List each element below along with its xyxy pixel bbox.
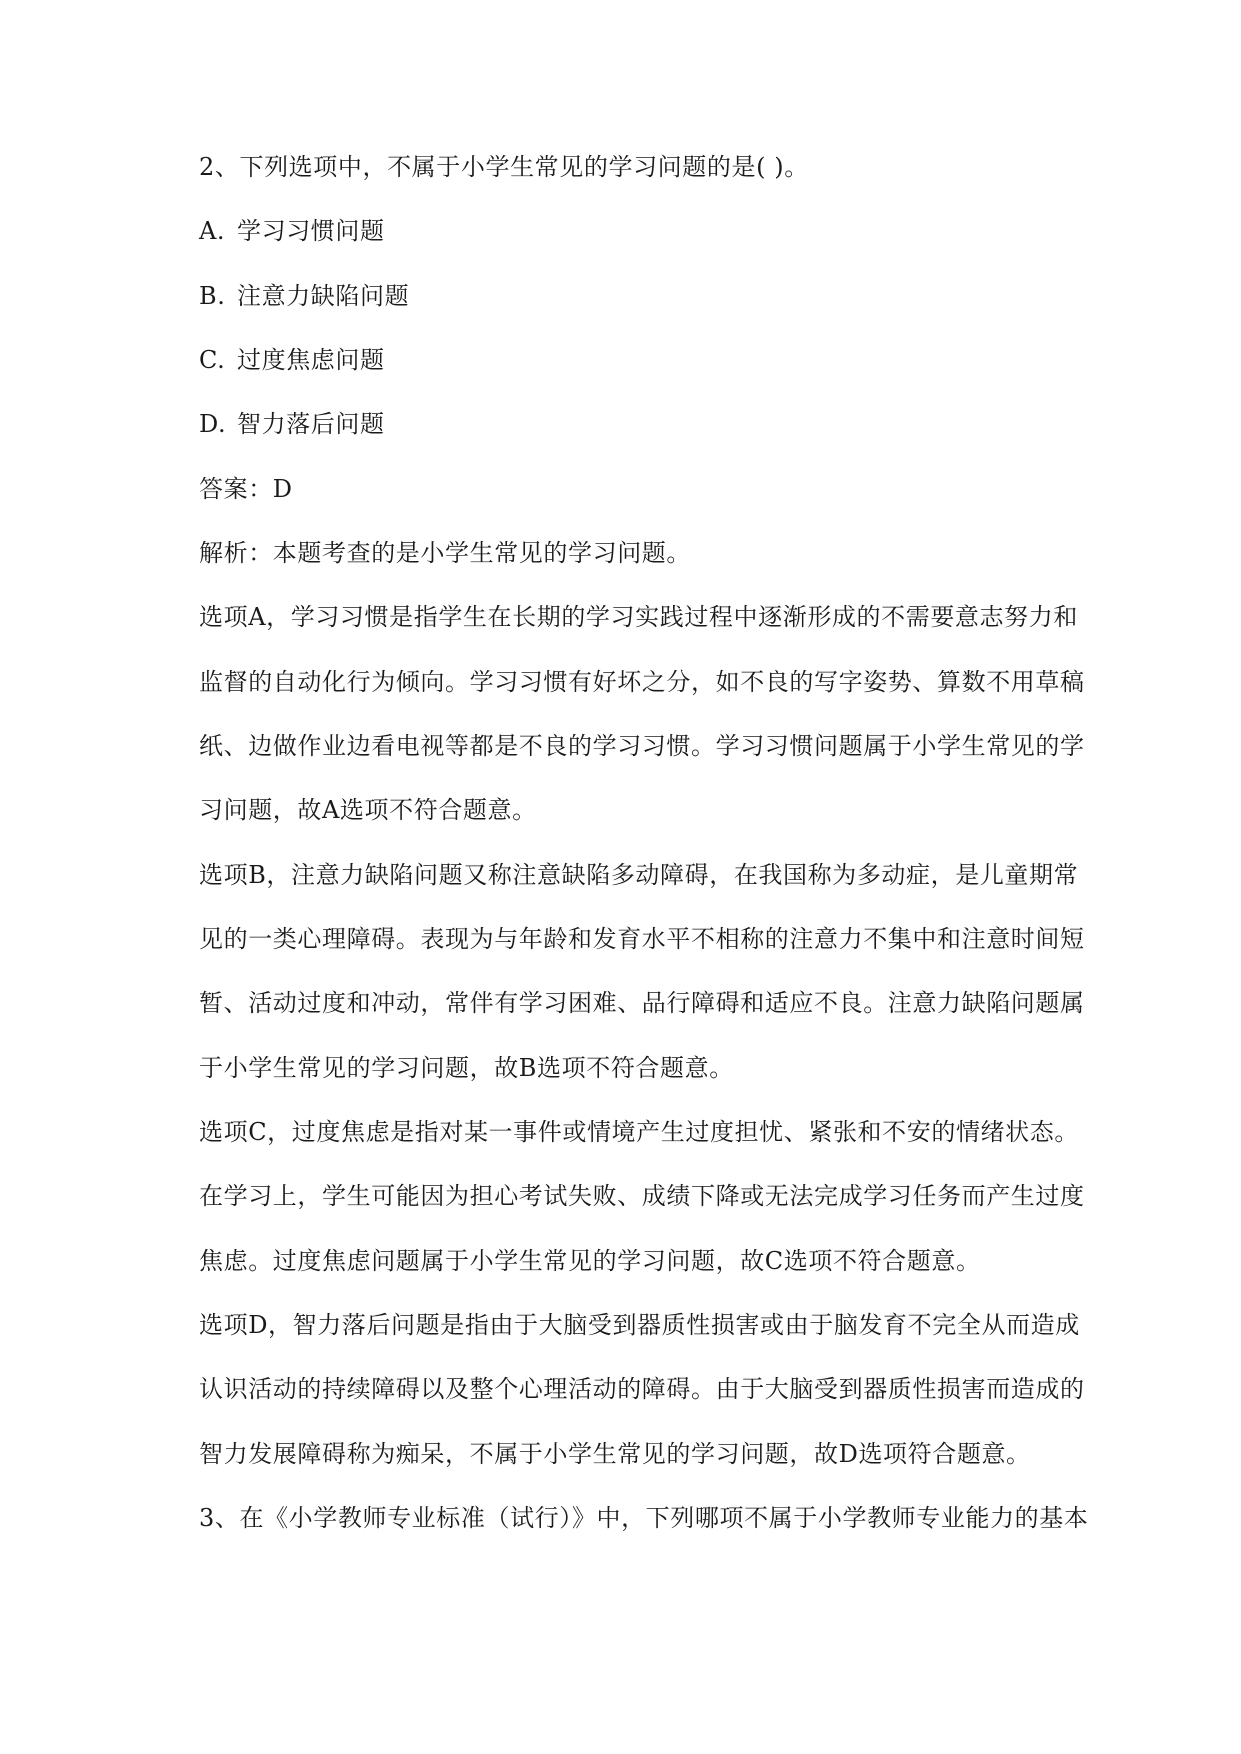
option-b [199, 281, 409, 311]
option-c [199, 345, 385, 375]
analysis-d-line: 智力发展障碍称为痴呆，不属于小学生常见的学习问题，故D选项符合题意。 [199, 1440, 1031, 1468]
analysis-b-line: 见的一类心理障碍。表现为与年龄和发育水平不相称的注意力不集中和注意时间短 [199, 925, 1085, 953]
option-text: 注意力缺陷问题 [237, 282, 410, 310]
question-2-stem: 2、下列选项中，不属于小学生常见的学习问题的是( )。 [199, 153, 809, 181]
analysis-a-line: 监督的自动化行为倾向。学习习惯有好坏之分，如不良的写字姿势、算数不用草稿 [199, 668, 1085, 696]
option-a [199, 216, 385, 246]
analysis-c-line: 在学习上，学生可能因为担心考试失败、成绩下降或无法完成学习任务而产生过度 [199, 1182, 1085, 1210]
analysis-a-line: 选项A，学习习惯是指学生在长期的学习实践过程中逐渐形成的不需要意志努力和 [199, 603, 1078, 631]
option-d [199, 409, 385, 439]
option-text: 过度焦虑问题 [237, 346, 385, 374]
option-letter: B. [199, 282, 226, 310]
option-letter: D. [199, 410, 227, 438]
analysis-d-line: 选项D，智力落后问题是指由于大脑受到器质性损害或由于脑发育不完全从而造成 [199, 1311, 1080, 1339]
analysis-b-line: 于小学生常见的学习问题，故B选项不符合题意。 [199, 1054, 734, 1082]
answer-line: 答案：D [199, 475, 293, 503]
option-letter: C. [199, 346, 226, 374]
option-letter: A. [199, 217, 226, 245]
option-text: 学习习惯问题 [237, 217, 385, 245]
option-text: 智力落后问题 [237, 410, 385, 438]
analysis-b-line: 选项B，注意力缺陷问题又称注意缺陷多动障碍，在我国称为多动症，是儿童期常 [199, 861, 1079, 889]
analysis-b-line: 暂、活动过度和冲动，常伴有学习困难、品行障碍和适应不良。注意力缺陷问题属 [199, 989, 1085, 1017]
analysis-d-line: 认识活动的持续障碍以及整个心理活动的障碍。由于大脑受到器质性损害而造成的 [199, 1375, 1085, 1403]
analysis-c-line: 选项C，过度焦虑是指对某一事件或情境产生过度担忧、紧张和不安的情绪状态。 [199, 1118, 1079, 1146]
analysis-intro: 解析：本题考查的是小学生常见的学习问题。 [199, 539, 691, 567]
analysis-c-line: 焦虑。过度焦虑问题属于小学生常见的学习问题，故C选项不符合题意。 [199, 1247, 981, 1275]
analysis-a-line: 纸、边做作业边看电视等都是不良的学习习惯。学习习惯问题属于小学生常见的学 [199, 732, 1085, 760]
question-3-stem: 3、在《小学教师专业标准（试行）》中，下列哪项不属于小学教师专业能力的基本 [199, 1504, 1089, 1532]
analysis-a-line: 习问题，故A选项不符合题意。 [199, 796, 537, 824]
